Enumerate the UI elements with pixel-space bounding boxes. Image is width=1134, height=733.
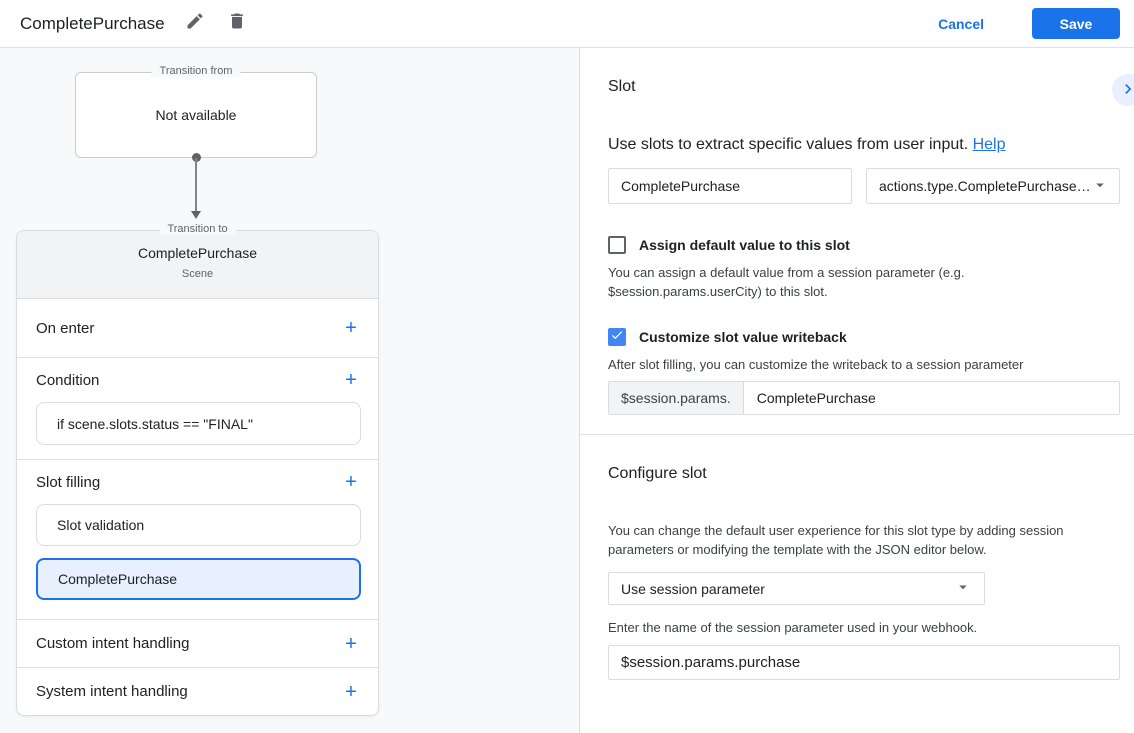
session-params-prefix: $session.params. <box>609 382 744 414</box>
scene-graph-panel <box>0 48 580 733</box>
add-custom-intent-button[interactable]: + <box>345 632 357 655</box>
on-enter-row <box>17 299 378 357</box>
slot-detail-panel <box>580 48 1134 733</box>
section-divider <box>580 434 1134 435</box>
slot-intro-sentence: Use slots to extract specific values from user input. <box>608 136 969 153</box>
delete-icon <box>227 11 247 36</box>
scene-name: CompletePurchase <box>137 245 258 261</box>
edit-icon <box>185 11 205 36</box>
top-bar <box>0 0 1134 48</box>
check-icon <box>610 328 624 347</box>
condition-item[interactable]: if scene.slots.status == "FINAL" <box>36 402 361 445</box>
chevron-right-icon <box>1118 79 1134 102</box>
slot-type-value: actions.type.CompletePurchase… <box>879 178 1091 194</box>
connector-arrow-icon <box>191 211 201 219</box>
transition-from-box <box>75 65 317 158</box>
writeback-label: Customize slot value writeback <box>639 329 847 345</box>
system-intent-label: System intent handling <box>36 683 188 700</box>
edit-button[interactable] <box>183 12 207 36</box>
transition-from-value: Not available <box>155 107 237 123</box>
condition-section <box>17 357 378 445</box>
cancel-button[interactable]: Cancel <box>938 15 984 32</box>
dropdown-arrow-icon <box>1091 176 1109 197</box>
scene-card <box>16 223 379 716</box>
webhook-param-label: Enter the name of the session parameter used in your webhook. <box>608 620 978 635</box>
slot-validation-item[interactable]: Slot validation <box>36 504 361 546</box>
condition-label: Condition <box>36 371 100 389</box>
configure-slot-description: You can change the default user experience for this slot type by adding session parameters or modifying the template with the JSON editor below. <box>608 523 1064 557</box>
system-intent-row <box>17 667 378 715</box>
slot-config-value: Use session parameter <box>621 580 765 597</box>
add-condition-button[interactable]: + <box>345 369 357 391</box>
writeback-param-input[interactable] <box>744 382 1119 414</box>
scene-card-header <box>17 231 378 299</box>
webhook-param-input[interactable] <box>608 645 1120 680</box>
assign-default-description: You can assign a default value from a session parameter (e.g. $session.params.userCity) to this slot. <box>608 265 965 299</box>
save-button[interactable]: Save <box>1032 8 1120 39</box>
slot-type-select[interactable] <box>866 168 1120 204</box>
transition-to-label: Transition to <box>159 223 235 235</box>
writeback-description: After slot filling, you can customize the writeback to a session parameter <box>608 357 1024 372</box>
complete-purchase-slot-item[interactable]: CompletePurchase <box>36 558 361 600</box>
assign-default-checkbox[interactable] <box>608 236 626 254</box>
custom-intent-row <box>17 619 378 667</box>
page-title: CompletePurchase <box>20 13 165 33</box>
transition-from-label: Transition from <box>152 65 241 77</box>
add-system-intent-button[interactable]: + <box>345 680 357 703</box>
slot-config-select[interactable] <box>608 572 985 605</box>
on-enter-label: On enter <box>36 319 95 337</box>
delete-button[interactable] <box>225 12 249 36</box>
help-link[interactable]: Help <box>972 136 1006 153</box>
add-slot-button[interactable]: + <box>345 471 357 493</box>
collapse-panel-button[interactable] <box>1112 74 1134 106</box>
slot-filling-section <box>17 459 378 619</box>
slot-panel-title: Slot <box>608 78 636 95</box>
configure-slot-title: Configure slot <box>608 465 707 482</box>
connector-line <box>195 158 197 211</box>
slot-intro-text <box>608 136 1120 154</box>
slot-filling-label: Slot filling <box>36 473 101 491</box>
writeback-checkbox[interactable] <box>608 328 626 346</box>
dropdown-arrow-icon <box>954 578 972 599</box>
writeback-param-field <box>608 381 1120 415</box>
slot-name-input[interactable] <box>608 168 852 204</box>
scene-type-label: Scene <box>181 268 214 280</box>
custom-intent-label: Custom intent handling <box>36 635 190 652</box>
assign-default-label: Assign default value to this slot <box>639 237 850 253</box>
add-on-enter-button[interactable]: + <box>345 317 357 339</box>
